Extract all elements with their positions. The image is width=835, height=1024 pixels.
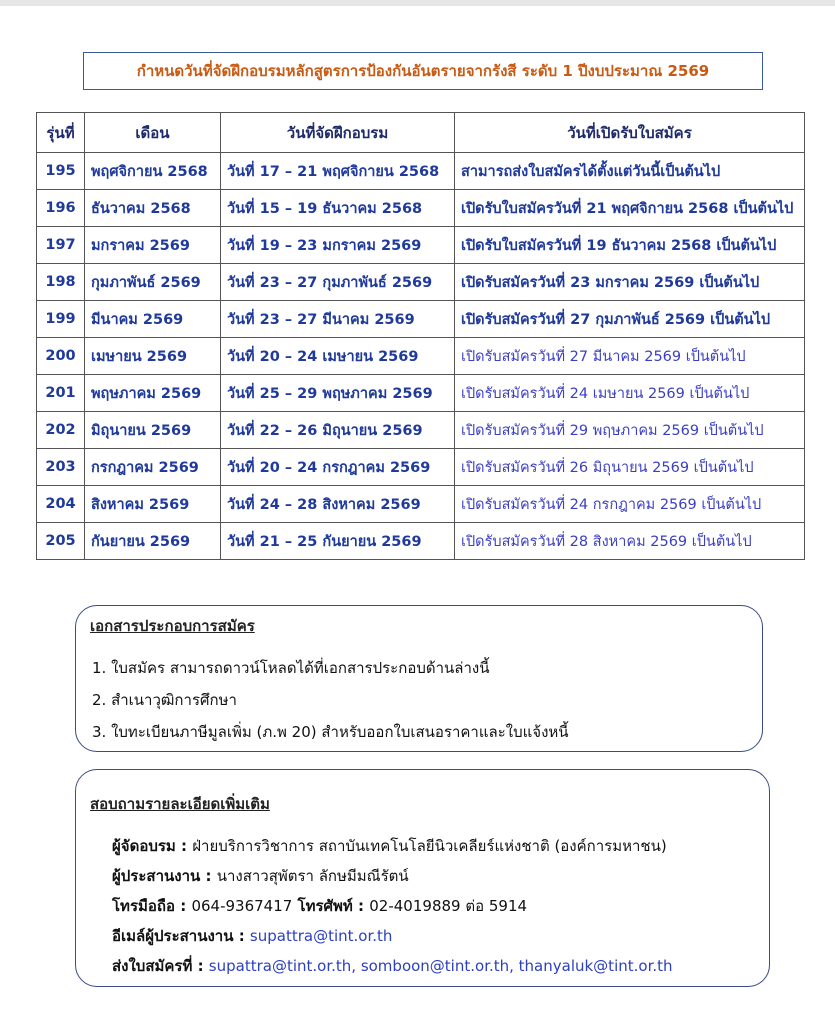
- table-row: [37, 301, 805, 338]
- phone-line: [112, 894, 527, 918]
- application-open-cell: เปิดรับสมัครวันที่ 24 กรกฎาคม 2569 เป็นต้นไป: [455, 486, 805, 523]
- month-cell: มีนาคม 2569: [85, 301, 221, 338]
- page-title: กำหนดวันที่จัดฝึกอบรมหลักสูตรการป้องกันอันตรายจากรังสี ระดับ 1 ปีงบประมาณ 2569: [83, 52, 763, 90]
- phone-value: 02-4019889 ต่อ 5914: [369, 897, 528, 915]
- application-open-cell: เปิดรับใบสมัครวันที่ 19 ธันวาคม 2568 เป็นต้นไป: [455, 227, 805, 264]
- month-cell: มิถุนายน 2569: [85, 412, 221, 449]
- training-dates-cell: วันที่ 23 – 27 มีนาคม 2569: [221, 301, 455, 338]
- application-open-cell: เปิดรับสมัครวันที่ 29 พฤษภาคม 2569 เป็นต้นไป: [455, 412, 805, 449]
- header-round: รุ่นที่: [37, 113, 85, 153]
- send-line: [112, 954, 673, 978]
- email-label: อีเมล์ผู้ประสานงาน :: [112, 927, 250, 945]
- training-dates-cell: วันที่ 15 – 19 ธันวาคม 2568: [221, 190, 455, 227]
- contact-box: [75, 769, 770, 987]
- training-dates-cell: วันที่ 21 – 25 กันยายน 2569: [221, 523, 455, 560]
- documents-box: [75, 605, 763, 752]
- month-cell: กรกฎาคม 2569: [85, 449, 221, 486]
- application-open-cell: เปิดรับสมัครวันที่ 23 มกราคม 2569 เป็นต้นไป: [455, 264, 805, 301]
- table-header-row: [37, 113, 805, 153]
- header-application-open: วันที่เปิดรับใบสมัคร: [455, 113, 805, 153]
- organizer-line: [112, 834, 667, 858]
- training-dates-cell: วันที่ 20 – 24 เมษายน 2569: [221, 338, 455, 375]
- round-cell: 202: [37, 412, 85, 449]
- coordinator-label: ผู้ประสานงาน :: [112, 867, 217, 885]
- table-row: [37, 449, 805, 486]
- contact-heading: สอบถามรายละเอียดเพิ่มเติม: [90, 795, 270, 813]
- application-open-cell: สามารถส่งใบสมัครได้ตั้งแต่วันนี้เป็นต้นไป: [455, 153, 805, 190]
- coordinator-line: [112, 864, 409, 888]
- application-open-cell: เปิดรับสมัครวันที่ 24 เมษายน 2569 เป็นต้นไป: [455, 375, 805, 412]
- training-dates-cell: วันที่ 17 – 21 พฤศจิกายน 2568: [221, 153, 455, 190]
- table-row: [37, 227, 805, 264]
- coordinator-value: นางสาวสุพัตรา ลักษมีมณีรัตน์: [216, 867, 409, 885]
- round-cell: 204: [37, 486, 85, 523]
- round-cell: 199: [37, 301, 85, 338]
- email-line: [112, 924, 392, 948]
- document-item: 2. สำเนาวุฒิการศึกษา: [92, 691, 237, 709]
- month-cell: ธันวาคม 2568: [85, 190, 221, 227]
- send-label: ส่งใบสมัครที่ :: [112, 957, 209, 975]
- top-bar: [0, 0, 835, 6]
- table-row: [37, 190, 805, 227]
- table-row: [37, 412, 805, 449]
- application-open-cell: เปิดรับสมัครวันที่ 27 มีนาคม 2569 เป็นต้นไป: [455, 338, 805, 375]
- application-open-cell: เปิดรับสมัครวันที่ 27 กุมภาพันธ์ 2569 เป็นต้นไป: [455, 301, 805, 338]
- round-cell: 200: [37, 338, 85, 375]
- month-cell: พฤษภาคม 2569: [85, 375, 221, 412]
- training-dates-cell: วันที่ 19 – 23 มกราคม 2569: [221, 227, 455, 264]
- table-row: [37, 375, 805, 412]
- training-dates-cell: วันที่ 22 – 26 มิถุนายน 2569: [221, 412, 455, 449]
- mobile-label: โทรมือถือ :: [112, 897, 192, 915]
- table-row: [37, 486, 805, 523]
- document-item: 1. ใบสมัคร สามารถดาวน์โหลดได้ที่เอกสารประกอบด้านล่างนี้: [92, 659, 490, 677]
- month-cell: สิงหาคม 2569: [85, 486, 221, 523]
- month-cell: มกราคม 2569: [85, 227, 221, 264]
- organizer-label: ผู้จัดอบรม :: [112, 837, 193, 855]
- header-month: เดือน: [85, 113, 221, 153]
- application-open-cell: เปิดรับใบสมัครวันที่ 21 พฤศจิกายน 2568 เป็นต้นไป: [455, 190, 805, 227]
- training-dates-cell: วันที่ 24 – 28 สิงหาคม 2569: [221, 486, 455, 523]
- phone-label: โทรศัพท์ :: [292, 897, 370, 915]
- table-row: [37, 523, 805, 560]
- training-dates-cell: วันที่ 25 – 29 พฤษภาคม 2569: [221, 375, 455, 412]
- round-cell: 195: [37, 153, 85, 190]
- month-cell: เมษายน 2569: [85, 338, 221, 375]
- table-row: [37, 338, 805, 375]
- round-cell: 196: [37, 190, 85, 227]
- document-item: 3. ใบทะเบียนภาษีมูลเพิ่ม (ภ.พ 20) สำหรับออกใบเสนอราคาและใบแจ้งหนี้: [92, 723, 569, 741]
- mobile-value: 064-9367417: [191, 897, 293, 915]
- documents-heading: เอกสารประกอบการสมัคร: [90, 617, 255, 635]
- header-training-dates: วันที่จัดฝึกอบรม: [221, 113, 455, 153]
- round-cell: 205: [37, 523, 85, 560]
- training-dates-cell: วันที่ 20 – 24 กรกฎาคม 2569: [221, 449, 455, 486]
- training-dates-cell: วันที่ 23 – 27 กุมภาพันธ์ 2569: [221, 264, 455, 301]
- organizer-value: ฝ่ายบริการวิชาการ สถาบันเทคโนโลยีนิวเคลียร์แห่งชาติ (องค์การมหาชน): [192, 837, 667, 855]
- coordinator-email-link[interactable]: supattra@tint.or.th: [249, 927, 393, 945]
- application-open-cell: เปิดรับสมัครวันที่ 28 สิงหาคม 2569 เป็นต้นไป: [455, 523, 805, 560]
- application-open-cell: เปิดรับสมัครวันที่ 26 มิถุนายน 2569 เป็นต้นไป: [455, 449, 805, 486]
- month-cell: กุมภาพันธ์ 2569: [85, 264, 221, 301]
- month-cell: กันยายน 2569: [85, 523, 221, 560]
- round-cell: 203: [37, 449, 85, 486]
- table-row: [37, 153, 805, 190]
- send-emails-link[interactable]: supattra@tint.or.th, somboon@tint.or.th, thanyaluk@tint.or.th: [208, 957, 673, 975]
- round-cell: 197: [37, 227, 85, 264]
- schedule-table: [36, 112, 805, 560]
- round-cell: 201: [37, 375, 85, 412]
- month-cell: พฤศจิกายน 2568: [85, 153, 221, 190]
- round-cell: 198: [37, 264, 85, 301]
- table-row: [37, 264, 805, 301]
